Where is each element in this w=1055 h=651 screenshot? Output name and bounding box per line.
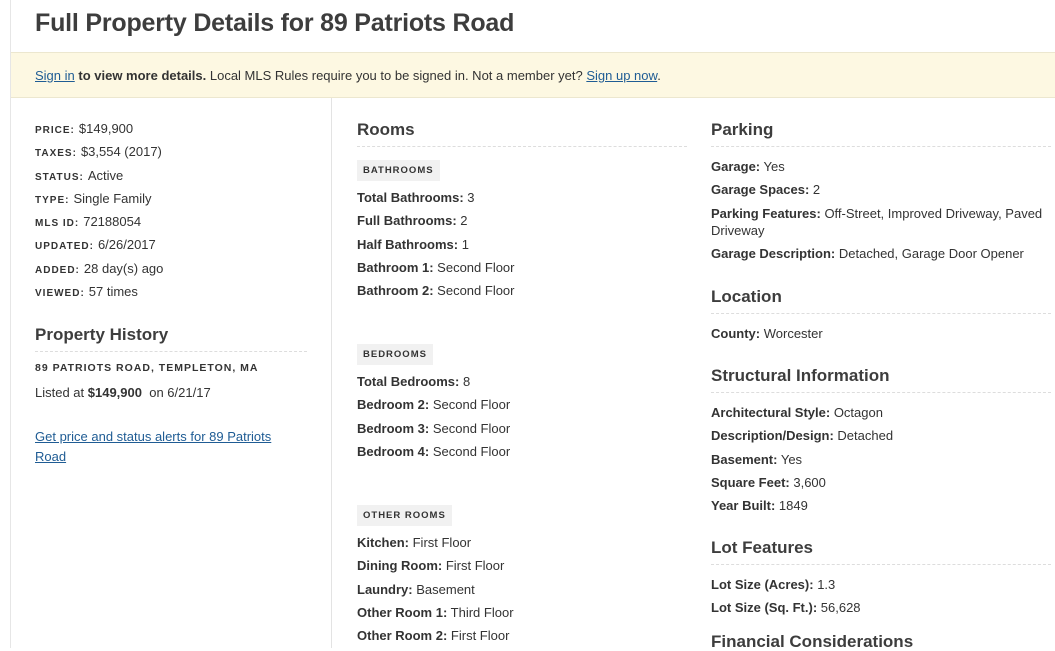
room-value: Second Floor bbox=[429, 420, 511, 436]
room-row bbox=[357, 534, 687, 551]
history-listed bbox=[35, 385, 307, 400]
room-row bbox=[357, 581, 687, 598]
room-key: Bedroom 4: bbox=[357, 444, 430, 460]
property-history bbox=[35, 325, 307, 467]
summary-label: STATUS: bbox=[35, 171, 84, 183]
summary-row bbox=[35, 236, 305, 259]
structural-row bbox=[711, 451, 1051, 468]
banner-end: . bbox=[657, 68, 661, 83]
listed-price: $149,900 bbox=[87, 385, 142, 400]
structural-key: Square Feet: bbox=[711, 474, 790, 490]
summary-value: Single Family bbox=[73, 190, 152, 206]
room-row bbox=[357, 282, 687, 299]
parking-heading: Parking bbox=[711, 120, 1051, 147]
room-row bbox=[357, 443, 687, 460]
room-row bbox=[357, 557, 687, 574]
room-value: Second Floor bbox=[433, 259, 515, 275]
room-row bbox=[357, 604, 687, 621]
structural-key: Year Built: bbox=[711, 498, 776, 514]
property-history-heading: Property History bbox=[35, 325, 307, 352]
room-row bbox=[357, 259, 687, 276]
structural-row bbox=[711, 404, 1051, 421]
room-row bbox=[357, 236, 687, 253]
parking-value: Detached, Garage Door Opener bbox=[835, 245, 1024, 261]
room-row bbox=[357, 420, 687, 437]
parking-key: Garage: bbox=[711, 159, 761, 174]
room-row bbox=[357, 627, 687, 644]
room-key: Bathroom 2: bbox=[357, 283, 434, 299]
room-row bbox=[357, 396, 687, 413]
summary-value: 72188054 bbox=[83, 214, 142, 230]
summary-label: UPDATED: bbox=[35, 241, 94, 253]
other-rooms-tag: OTHER ROOMS bbox=[357, 505, 452, 526]
price-alert-link[interactable]: Get price and status alerts for 89 Patriots Road bbox=[35, 429, 272, 464]
room-key: Bedroom 3: bbox=[357, 420, 430, 436]
room-key: Laundry: bbox=[357, 581, 413, 597]
sign-in-banner bbox=[11, 52, 1055, 98]
structural-row bbox=[711, 474, 1051, 491]
summary-value: 6/26/2017 bbox=[97, 237, 156, 253]
room-value: Basement bbox=[412, 581, 475, 597]
summary-value: 57 times bbox=[88, 284, 138, 300]
location-value: Worcester bbox=[760, 326, 823, 341]
bathrooms-group bbox=[357, 160, 687, 299]
parking-row bbox=[711, 245, 1051, 262]
parking-row bbox=[711, 158, 1051, 175]
structural-key: Description/Design: bbox=[711, 428, 834, 444]
bathrooms-tag: BATHROOMS bbox=[357, 160, 440, 181]
parking-key: Garage Spaces: bbox=[711, 182, 810, 198]
summary-label: TYPE: bbox=[35, 194, 70, 206]
other-rooms-group bbox=[357, 505, 687, 644]
rooms-section bbox=[357, 120, 687, 651]
summary-value: Active bbox=[87, 167, 124, 183]
summary-row bbox=[35, 260, 305, 283]
structural-section bbox=[711, 366, 1051, 520]
structural-row bbox=[711, 427, 1051, 444]
summary-label: VIEWED: bbox=[35, 288, 85, 300]
structural-value: 1849 bbox=[775, 498, 808, 514]
lot-heading: Lot Features bbox=[711, 538, 1051, 565]
summary-row bbox=[35, 213, 305, 236]
structural-value: Octagon bbox=[830, 405, 883, 420]
parking-row bbox=[711, 205, 1051, 239]
banner-bold-text: to view more details. bbox=[74, 68, 207, 83]
summary-row bbox=[35, 143, 305, 166]
summary-value: $3,554 (2017) bbox=[80, 144, 162, 160]
room-key: Other Room 1: bbox=[357, 604, 448, 620]
room-key: Kitchen: bbox=[357, 535, 409, 551]
location-heading: Location bbox=[711, 287, 1051, 314]
room-value: Second Floor bbox=[433, 283, 515, 299]
room-row bbox=[357, 189, 687, 206]
parking-value: Yes bbox=[760, 159, 785, 174]
parking-row bbox=[711, 181, 1051, 198]
room-key: Dining Room: bbox=[357, 558, 443, 574]
room-value: 3 bbox=[463, 190, 475, 205]
lot-row bbox=[711, 599, 1051, 616]
location-key: County: bbox=[711, 326, 761, 341]
lot-row bbox=[711, 576, 1051, 593]
lot-value: 1.3 bbox=[813, 577, 836, 592]
sign-in-link[interactable]: Sign in bbox=[35, 68, 75, 83]
room-value: Second Floor bbox=[429, 444, 511, 460]
summary-label: PRICE: bbox=[35, 125, 75, 136]
location-row bbox=[711, 325, 1051, 342]
room-value: Second Floor bbox=[429, 397, 511, 413]
financial-section bbox=[711, 632, 1051, 648]
lot-key: Lot Size (Acres): bbox=[711, 577, 814, 592]
structural-heading: Structural Information bbox=[711, 366, 1051, 393]
room-value: First Floor bbox=[409, 535, 472, 551]
room-key: Half Bathrooms: bbox=[357, 236, 459, 252]
history-address: 89 PATRIOTS ROAD, TEMPLETON, MA bbox=[35, 362, 259, 374]
room-key: Other Room 2: bbox=[357, 628, 448, 644]
room-key: Full Bathrooms: bbox=[357, 213, 457, 229]
parking-key: Parking Features: bbox=[711, 205, 821, 221]
summary-value: 28 day(s) ago bbox=[83, 260, 164, 276]
room-value: Third Floor bbox=[447, 604, 514, 620]
room-key: Total Bedrooms: bbox=[357, 374, 460, 390]
room-value: 1 bbox=[458, 236, 469, 252]
listed-prefix: Listed at bbox=[35, 385, 88, 400]
bedrooms-tag: BEDROOMS bbox=[357, 344, 433, 365]
room-value: First Floor bbox=[442, 558, 505, 574]
room-row bbox=[357, 212, 687, 229]
parking-section bbox=[711, 120, 1051, 268]
structural-value: 3,600 bbox=[789, 474, 826, 490]
summary-label: MLS ID: bbox=[35, 218, 80, 230]
property-summary bbox=[35, 120, 305, 306]
lot-key: Lot Size (Sq. Ft.): bbox=[711, 600, 818, 616]
listed-suffix: on 6/21/17 bbox=[142, 385, 211, 400]
lot-value: 56,628 bbox=[817, 600, 861, 616]
room-row bbox=[357, 373, 687, 390]
structural-key: Basement: bbox=[711, 451, 778, 467]
room-value: First Floor bbox=[447, 628, 510, 644]
summary-label: TAXES: bbox=[35, 148, 77, 160]
page-title: Full Property Details for 89 Patriots Road bbox=[35, 9, 515, 37]
room-key: Bathroom 1: bbox=[357, 259, 434, 275]
summary-row bbox=[35, 167, 305, 190]
summary-label: ADDED: bbox=[35, 264, 80, 276]
sign-up-link[interactable]: Sign up now bbox=[586, 68, 658, 83]
summary-row bbox=[35, 190, 305, 213]
structural-row bbox=[711, 497, 1051, 514]
rooms-heading: Rooms bbox=[357, 120, 687, 147]
banner-text: Local MLS Rules require you to be signed in. Not a member yet? bbox=[206, 68, 587, 83]
room-value: 8 bbox=[459, 374, 471, 390]
room-value: 2 bbox=[456, 213, 468, 229]
structural-key: Architectural Style: bbox=[711, 405, 831, 420]
column-divider bbox=[331, 98, 332, 648]
location-section bbox=[711, 287, 1051, 348]
structural-value: Yes bbox=[777, 451, 803, 467]
summary-value: $149,900 bbox=[78, 121, 134, 136]
structural-value: Detached bbox=[833, 428, 894, 444]
parking-value: 2 bbox=[809, 182, 821, 198]
lot-section bbox=[711, 538, 1051, 623]
bedrooms-group bbox=[357, 344, 687, 460]
parking-value: Off-Street, Improved Driveway, Paved Driveway bbox=[711, 205, 1043, 238]
summary-row bbox=[35, 120, 305, 143]
financial-heading: Financial Considerations bbox=[711, 632, 914, 648]
summary-row bbox=[35, 283, 305, 306]
page bbox=[10, 0, 1055, 648]
room-key: Bedroom 2: bbox=[357, 397, 430, 413]
room-key: Total Bathrooms: bbox=[357, 190, 464, 205]
parking-key: Garage Description: bbox=[711, 245, 836, 261]
